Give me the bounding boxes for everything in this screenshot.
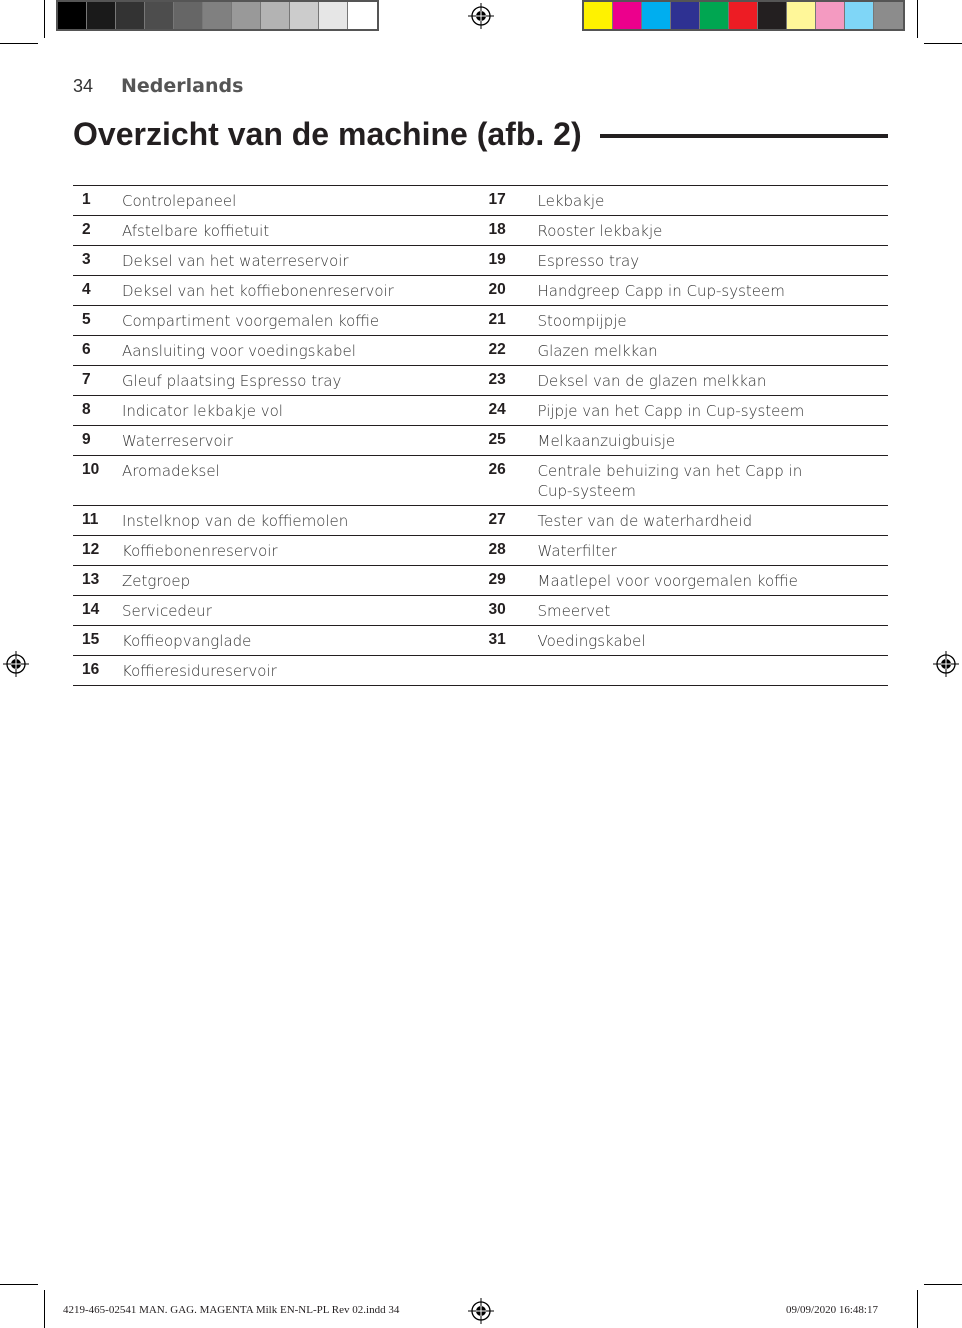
part-number: 29 <box>488 571 506 588</box>
color-swatch <box>87 2 116 29</box>
part-cell <box>481 216 889 245</box>
color-swatch <box>874 2 903 29</box>
crop-mark <box>0 43 38 44</box>
part-cell <box>73 596 481 625</box>
registration-mark-icon <box>468 1298 494 1324</box>
part-label: Afstelbare koffietuit <box>122 222 270 240</box>
color-swatch <box>232 2 261 29</box>
table-row <box>73 456 888 506</box>
table-row <box>73 216 888 246</box>
part-number: 21 <box>488 311 506 328</box>
color-swatch <box>58 2 87 29</box>
part-label: Deksel van het waterreservoir <box>122 252 349 270</box>
part-label: Koffieresidureservoir <box>122 662 277 680</box>
part-cell <box>73 506 481 535</box>
part-cell <box>481 426 889 455</box>
parts-table <box>73 185 888 686</box>
part-cell <box>73 536 481 565</box>
page-number: 34 <box>73 76 94 96</box>
color-swatch <box>758 2 787 29</box>
table-row <box>73 306 888 336</box>
title-rule <box>600 134 888 138</box>
crop-mark <box>924 43 962 44</box>
table-row <box>73 246 888 276</box>
color-swatch <box>613 2 642 29</box>
part-number: 15 <box>82 631 100 648</box>
part-label: Maatlepel voor voorgemalen koffie <box>537 572 798 590</box>
part-number: 17 <box>488 191 506 208</box>
part-number: 22 <box>488 341 506 358</box>
table-row <box>73 366 888 396</box>
part-cell <box>481 626 889 655</box>
part-cell <box>481 306 889 335</box>
part-cell <box>73 246 481 275</box>
part-label: Instelknop van de koffiemolen <box>122 512 349 530</box>
part-number: 25 <box>488 431 506 448</box>
part-number: 10 <box>82 461 100 478</box>
table-row <box>73 596 888 626</box>
part-number: 4 <box>82 281 91 298</box>
table-row <box>73 656 888 686</box>
color-swatch <box>787 2 816 29</box>
crop-mark <box>44 0 45 38</box>
part-label: Rooster lekbakje <box>537 222 663 240</box>
part-label: Servicedeur <box>122 602 212 620</box>
color-swatch <box>348 2 377 29</box>
part-label: Aansluiting voor voedingskabel <box>122 342 356 360</box>
part-number: 26 <box>488 461 506 478</box>
registration-mark-icon <box>468 3 494 29</box>
part-number: 6 <box>82 341 91 358</box>
color-swatch <box>174 2 203 29</box>
part-cell <box>73 626 481 655</box>
part-label: Stoompijpje <box>537 312 627 330</box>
part-number: 30 <box>488 601 506 618</box>
part-number: 23 <box>488 371 506 388</box>
part-cell <box>481 596 889 625</box>
part-number: 18 <box>488 221 506 238</box>
crop-mark <box>0 1284 38 1285</box>
part-cell <box>481 186 889 215</box>
part-label: Centrale behuizing van het Capp in Cup-systeem <box>537 462 803 500</box>
part-cell <box>481 506 889 535</box>
part-cell <box>481 396 889 425</box>
table-row <box>73 276 888 306</box>
part-label: Zetgroep <box>122 572 191 590</box>
color-swatch <box>584 2 613 29</box>
part-number: 14 <box>82 601 100 618</box>
part-cell <box>481 336 889 365</box>
part-number: 19 <box>488 251 506 268</box>
part-label: Melkaanzuigbuisje <box>537 432 676 450</box>
part-label: Waterfilter <box>537 542 617 560</box>
part-label: Smeervet <box>537 602 611 620</box>
color-swatch <box>203 2 232 29</box>
table-row <box>73 566 888 596</box>
color-swatch <box>642 2 671 29</box>
part-label: Compartiment voorgemalen koffie <box>122 312 380 330</box>
table-row <box>73 426 888 456</box>
part-cell <box>481 276 889 305</box>
part-label: Voedingskabel <box>537 632 646 650</box>
part-cell <box>73 306 481 335</box>
part-cell <box>73 216 481 245</box>
part-cell <box>73 366 481 395</box>
part-label: Glazen melkkan <box>537 342 658 360</box>
color-swatch <box>816 2 845 29</box>
color-swatch <box>116 2 145 29</box>
part-cell <box>481 536 889 565</box>
part-number: 5 <box>82 311 91 328</box>
part-number: 31 <box>488 631 506 648</box>
part-cell <box>73 656 481 685</box>
page-header <box>73 75 243 97</box>
color-swatch <box>845 2 874 29</box>
part-label: Deksel van het koffiebonenreservoir <box>122 282 394 300</box>
table-row <box>73 626 888 656</box>
part-cell <box>481 366 889 395</box>
part-number: 27 <box>488 511 506 528</box>
part-cell <box>481 246 889 275</box>
part-cell <box>73 566 481 595</box>
crop-mark <box>924 1284 962 1285</box>
file-info: 4219-465-02541 MAN. GAG. MAGENTA Milk EN-NL-PL Rev 02.indd 34 <box>63 1304 400 1316</box>
part-label: Gleuf plaatsing Espresso tray <box>122 372 342 390</box>
part-label: Koffieopvanglade <box>122 632 252 650</box>
crop-mark <box>917 1290 918 1328</box>
crop-mark <box>44 1290 45 1328</box>
part-label: Controlepaneel <box>122 192 237 210</box>
color-swatch <box>261 2 290 29</box>
color-swatch <box>671 2 700 29</box>
color-swatch <box>290 2 319 29</box>
table-row <box>73 336 888 366</box>
part-cell <box>73 396 481 425</box>
part-label: Lekbakje <box>537 192 605 210</box>
color-swatch <box>729 2 758 29</box>
title-row <box>73 112 888 156</box>
part-cell <box>73 336 481 365</box>
part-number: 7 <box>82 371 91 388</box>
table-row <box>73 186 888 216</box>
part-number: 28 <box>488 541 506 558</box>
part-number: 20 <box>488 281 506 298</box>
registration-mark-icon <box>933 651 959 677</box>
part-label: Koffiebonenreservoir <box>122 542 278 560</box>
part-number: 9 <box>82 431 91 448</box>
registration-mark-icon <box>3 651 29 677</box>
part-cell <box>73 186 481 215</box>
color-swatch <box>319 2 348 29</box>
part-label: Waterreservoir <box>122 432 234 450</box>
part-label: Handgreep Capp in Cup-systeem <box>537 282 785 300</box>
part-cell <box>481 456 889 505</box>
part-cell <box>481 566 889 595</box>
part-number: 1 <box>82 191 91 208</box>
process-color-bar <box>582 0 905 31</box>
table-row <box>73 396 888 426</box>
color-swatch <box>145 2 174 29</box>
table-row <box>73 536 888 566</box>
part-number: 13 <box>82 571 100 588</box>
part-label: Indicator lekbakje vol <box>122 402 283 420</box>
part-number: 8 <box>82 401 91 418</box>
part-label: Tester van de waterhardheid <box>537 512 753 530</box>
part-label: Deksel van de glazen melkkan <box>537 372 767 390</box>
section-language: Nederlands <box>121 75 244 97</box>
part-cell <box>73 276 481 305</box>
page-title: Overzicht van de machine (afb. 2) <box>73 115 582 152</box>
part-number: 2 <box>82 221 91 238</box>
part-number: 3 <box>82 251 91 268</box>
part-label: Aromadeksel <box>122 462 220 480</box>
part-cell <box>73 456 481 505</box>
gray-color-bar <box>56 0 379 31</box>
table-row <box>73 506 888 536</box>
print-date-time: 09/09/2020 16:48:17 <box>786 1304 878 1316</box>
part-cell <box>73 426 481 455</box>
part-label: Espresso tray <box>537 252 640 270</box>
part-number: 16 <box>82 661 100 678</box>
part-number: 24 <box>488 401 506 418</box>
crop-mark <box>917 0 918 38</box>
color-swatch <box>700 2 729 29</box>
part-number: 11 <box>82 511 99 528</box>
part-number: 12 <box>82 541 100 558</box>
part-label: Pijpje van het Capp in Cup-systeem <box>537 402 805 420</box>
part-cell <box>481 656 889 685</box>
